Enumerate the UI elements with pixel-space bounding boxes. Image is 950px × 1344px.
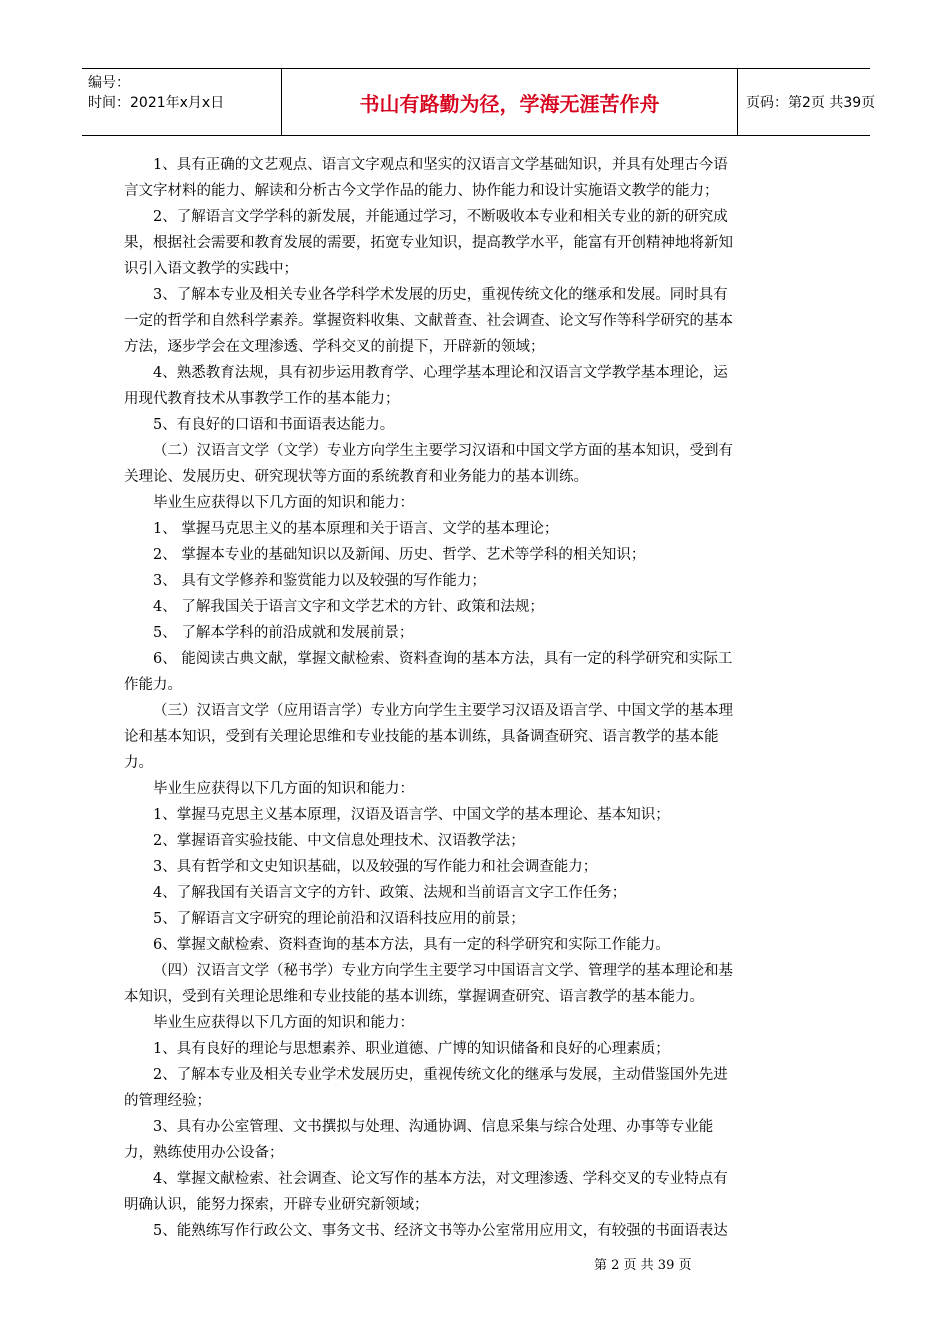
body-text-line: 1、掌握马克思主义基本原理，汉语及语言学、中国文学的基本理论、基本知识； <box>153 807 670 823</box>
header-page-number: 页码：第2页 共39页 <box>746 95 876 111</box>
document-body <box>124 152 824 1244</box>
body-text-line: 用现代教育技术从事教学工作的基本能力； <box>124 391 400 407</box>
body-text-line: 6、掌握文献检索、资料查询的基本方法，具有一定的科学研究和实际工作能力。 <box>153 937 670 953</box>
body-text-line: 4、熟悉教育法规，具有初步运用教育学、心理学基本理论和汉语言文学教学基本理论，运 <box>153 365 728 381</box>
body-text-line: 识引入语文教学的实践中； <box>124 261 298 277</box>
document-date-label: 时间：2021年x月x日 <box>88 95 225 111</box>
body-text-line: 本知识，受到有关理论思维和专业技能的基本训练，掌握调查研究、语言教学的基本能力。 <box>124 989 704 1005</box>
body-text-line: 1、具有正确的文艺观点、语言文字观点和坚实的汉语言文学基础知识，并具有处理古今语 <box>153 157 728 173</box>
page-header <box>82 68 876 136</box>
body-text-line: 言文字材料的能力、解读和分析古今文学作品的能力、协作能力和设计实施语文教学的能力； <box>124 183 719 199</box>
body-text-line: 毕业生应获得以下几方面的知识和能力： <box>153 781 414 797</box>
body-text-line: 作能力。 <box>124 677 182 693</box>
body-text-line: 3、了解本专业及相关专业各学科学术发展的历史，重视传统文化的继承和发展。同时具有 <box>153 287 728 303</box>
body-text-line: 2、了解语言文学学科的新发展，并能通过学习，不断吸收本专业和相关专业的新的研究成 <box>153 209 728 225</box>
body-text-line: 6、 能阅读古典文献，掌握文献检索、资料查询的基本方法，具有一定的科学研究和实际工 <box>153 651 733 667</box>
body-text-line: 毕业生应获得以下几方面的知识和能力： <box>153 495 414 511</box>
body-text-line: 2、 掌握本专业的基础知识以及新闻、历史、哲学、艺术等学科的相关知识； <box>153 547 646 563</box>
body-text-line: 2、了解本专业及相关专业学术发展历史，重视传统文化的继承与发展，主动借鉴国外先进 <box>153 1067 728 1083</box>
body-text-line: （四）汉语言文学（秘书学）专业方向学生主要学习中国语言文学、管理学的基本理论和基 <box>153 963 733 979</box>
body-text-line: 5、 了解本学科的前沿成就和发展前景； <box>153 625 414 641</box>
body-text-line: 5、能熟练写作行政公文、事务文书、经济文书等办公室常用应用文，有较强的书面语表达 <box>153 1223 728 1239</box>
body-text-line: 果，根据社会需要和教育发展的需要，拓宽专业知识，提高教学水平，能富有开创精神地将新知 <box>124 235 733 251</box>
body-text-line: 的管理经验； <box>124 1093 211 1109</box>
document-number-label: 编号： <box>88 75 130 91</box>
body-text-line: 4、 了解我国关于语言文字和文学艺术的方针、政策和法规； <box>153 599 544 615</box>
body-text-line: 明确认识，能努力探索，开辟专业研究新领域； <box>124 1197 429 1213</box>
body-text-line: 论和基本知识，受到有关理论思维和专业技能的基本训练，具备调查研究、语言教学的基本能 <box>124 729 719 745</box>
body-text-line: 4、了解我国有关语言文字的方针、政策、法规和当前语言文字工作任务； <box>153 885 627 901</box>
footer-page-number: 第 2 页 共 39 页 <box>594 1258 692 1273</box>
body-text-line: 1、 掌握马克思主义的基本原理和关于语言、文学的基本理论； <box>153 521 559 537</box>
body-text-line: （二）汉语言文学（文学）专业方向学生主要学习汉语和中国文学方面的基本知识，受到有 <box>153 443 733 459</box>
header-motto: 书山有路勤为径，学海无涯苦作舟 <box>282 69 738 135</box>
body-text-line: 3、具有哲学和文史知识基础，以及较强的写作能力和社会调查能力； <box>153 859 598 875</box>
body-text-line: 1、具有良好的理论与思想素养、职业道德、广博的知识储备和良好的心理素质； <box>153 1041 670 1057</box>
body-text-line: 力。 <box>124 755 153 771</box>
body-text-line: （三）汉语言文学（应用语言学）专业方向学生主要学习汉语及语言学、中国文学的基本理 <box>153 703 733 719</box>
body-text-line: 一定的哲学和自然科学素养。掌握资料收集、文献普查、社会调查、论文写作等科学研究的基本 <box>124 313 733 329</box>
body-text-line: 方法，逐步学会在文理渗透、学科交叉的前提下，开辟新的领域； <box>124 339 545 355</box>
body-text-line: 3、 具有文学修养和鉴赏能力以及较强的写作能力； <box>153 573 486 589</box>
header-info <box>82 69 282 135</box>
body-text-line: 2、掌握语音实验技能、中文信息处理技术、汉语教学法； <box>153 833 525 849</box>
body-text-line: 毕业生应获得以下几方面的知识和能力： <box>153 1015 414 1031</box>
body-text-line: 5、有良好的口语和书面语表达能力。 <box>153 417 395 433</box>
body-text-line: 5、了解语言文字研究的理论前沿和汉语科技应用的前景； <box>153 911 525 927</box>
body-text-line: 4、掌握文献检索、社会调查、论文写作的基本方法，对文理渗透、学科交叉的专业特点有 <box>153 1171 728 1187</box>
body-text-line: 力，熟练使用办公设备； <box>124 1145 284 1161</box>
body-text-line: 3、具有办公室管理、文书撰拟与处理、沟通协调、信息采集与综合处理、办事等专业能 <box>153 1119 714 1135</box>
body-text-line: 关理论、发展历史、研究现状等方面的系统教育和业务能力的基本训练。 <box>124 469 588 485</box>
